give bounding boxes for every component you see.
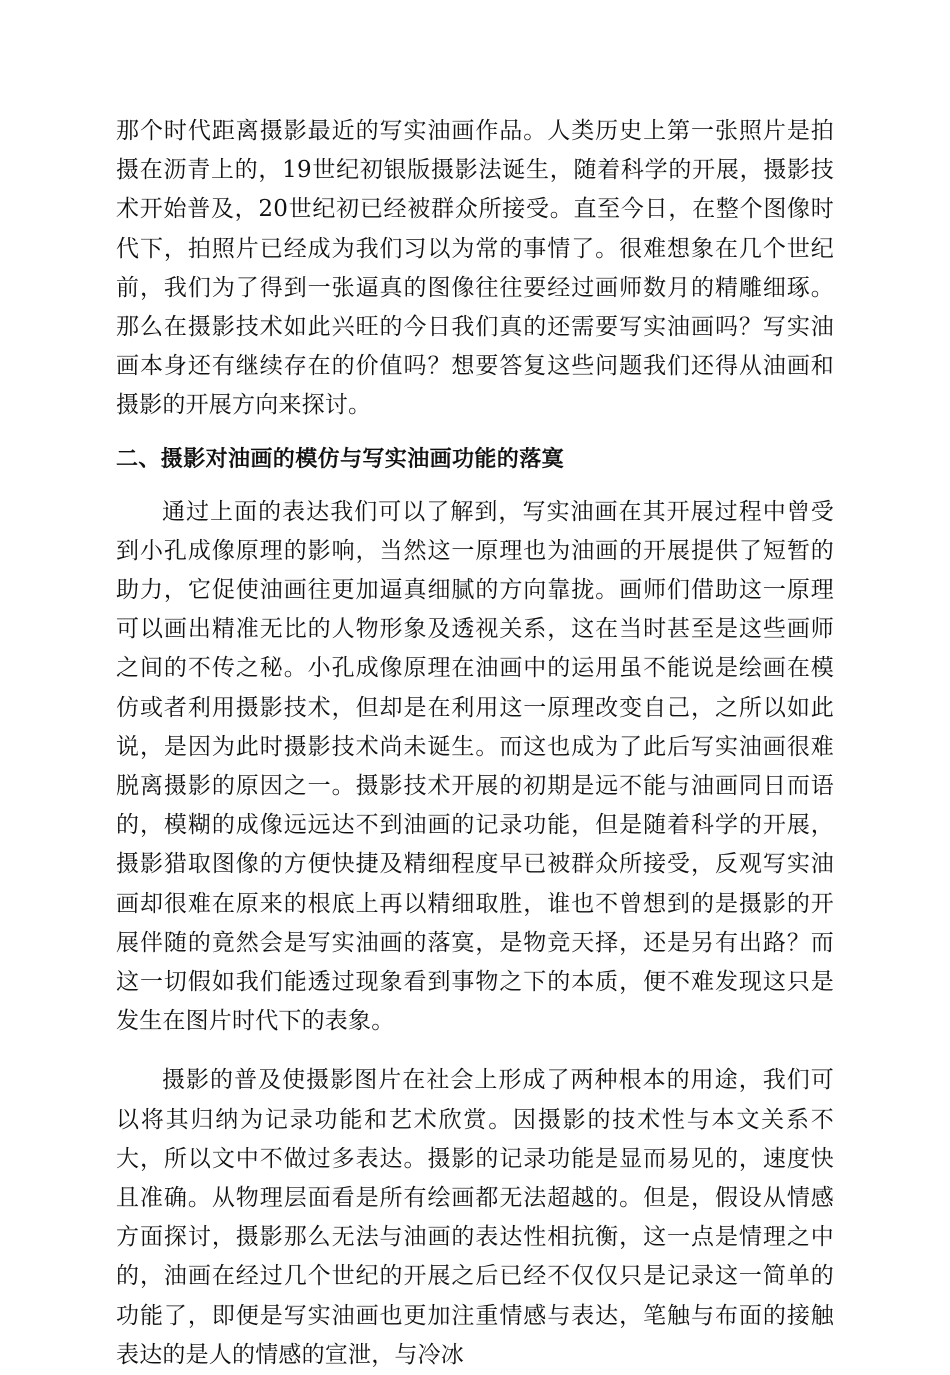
- paragraph-spacer: [116, 479, 834, 493]
- section-heading: 二、摄影对油画的模仿与写实油画功能的落寞: [116, 446, 565, 472]
- document-page: [116, 112, 834, 1375]
- body-paragraph: 那个时代距离摄影最近的写实油画作品。人类历史上第一张照片是拍摄在沥青上的，19世纪初银版摄影法诞生，随着科学的开展，摄影技术开始普及，20世纪初已经被群众所接受。直至今日，在整个图像时代下，拍照片已经成为我们习以为常的事情了。很难想象在几个世纪前，我们为了得到一张逼真的图像往往要经过画师数月的精雕细琢。那么在摄影技术如此兴旺的今日我们真的还需要写实油画吗？写实油画本身还有继续存在的价值吗？想要答复这些问题我们还得从油画和摄影的开展方向来探讨。: [116, 118, 834, 419]
- paragraph-spacer: [116, 426, 834, 440]
- body-paragraph: 摄影的普及使摄影图片在社会上形成了两种根本的用途，我们可以将其归纳为记录功能和艺术欣赏。因摄影的技术性与本文关系不大，所以文中不做过多表达。摄影的记录功能是显而易见的，速度快且准确。从物理层面看是所有绘画都无法超越的。但是，假设从情感方面探讨，摄影那么无法与油画的表达性相抗衡，这一点是情理之中的，油画在经过几个世纪的开展之后已经不仅仅只是记录这一简单的功能了，即便是写实油画也更加注重情感与表达，笔触与布面的接触表达的是人的情感的宣泄，与冷冰: [116, 1067, 834, 1368]
- paragraph-spacer: [116, 1041, 834, 1061]
- body-paragraph: 通过上面的表达我们可以了解到，写实油画在其开展过程中曾受到小孔成像原理的影响，当然这一原理也为油画的开展提供了短暂的助力，它促使油画往更加逼真细腻的方向靠拢。画师们借助这一原理可以画出精准无比的人物形象及透视关系，这在当时甚至是这些画师之间的不传之秘。小孔成像原理在油画中的运用虽不能说是绘画在模仿或者利用摄影技术，但却是在利用这一原理改变自己，之所以如此说，是因为此时摄影技术尚未诞生。而这也成为了此后写实油画很难脱离摄影的原因之一。摄影技术开展的初期是远不能与油画同日而语的，模糊的成像远远达不到油画的记录功能，但是随着科学的开展，摄影猎取图像的方便快捷及精细程度早已被群众所接受，反观写实油画却很难在原来的根底上再以精细取胜，谁也不曾想到的是摄影的开展伴随的竟然会是写实油画的落寞，是物竞天择，还是另有出路？而这一切假如我们能透过现象看到事物之下的本质，便不难发现这只是发生在图片时代下的表象。: [116, 498, 834, 1035]
